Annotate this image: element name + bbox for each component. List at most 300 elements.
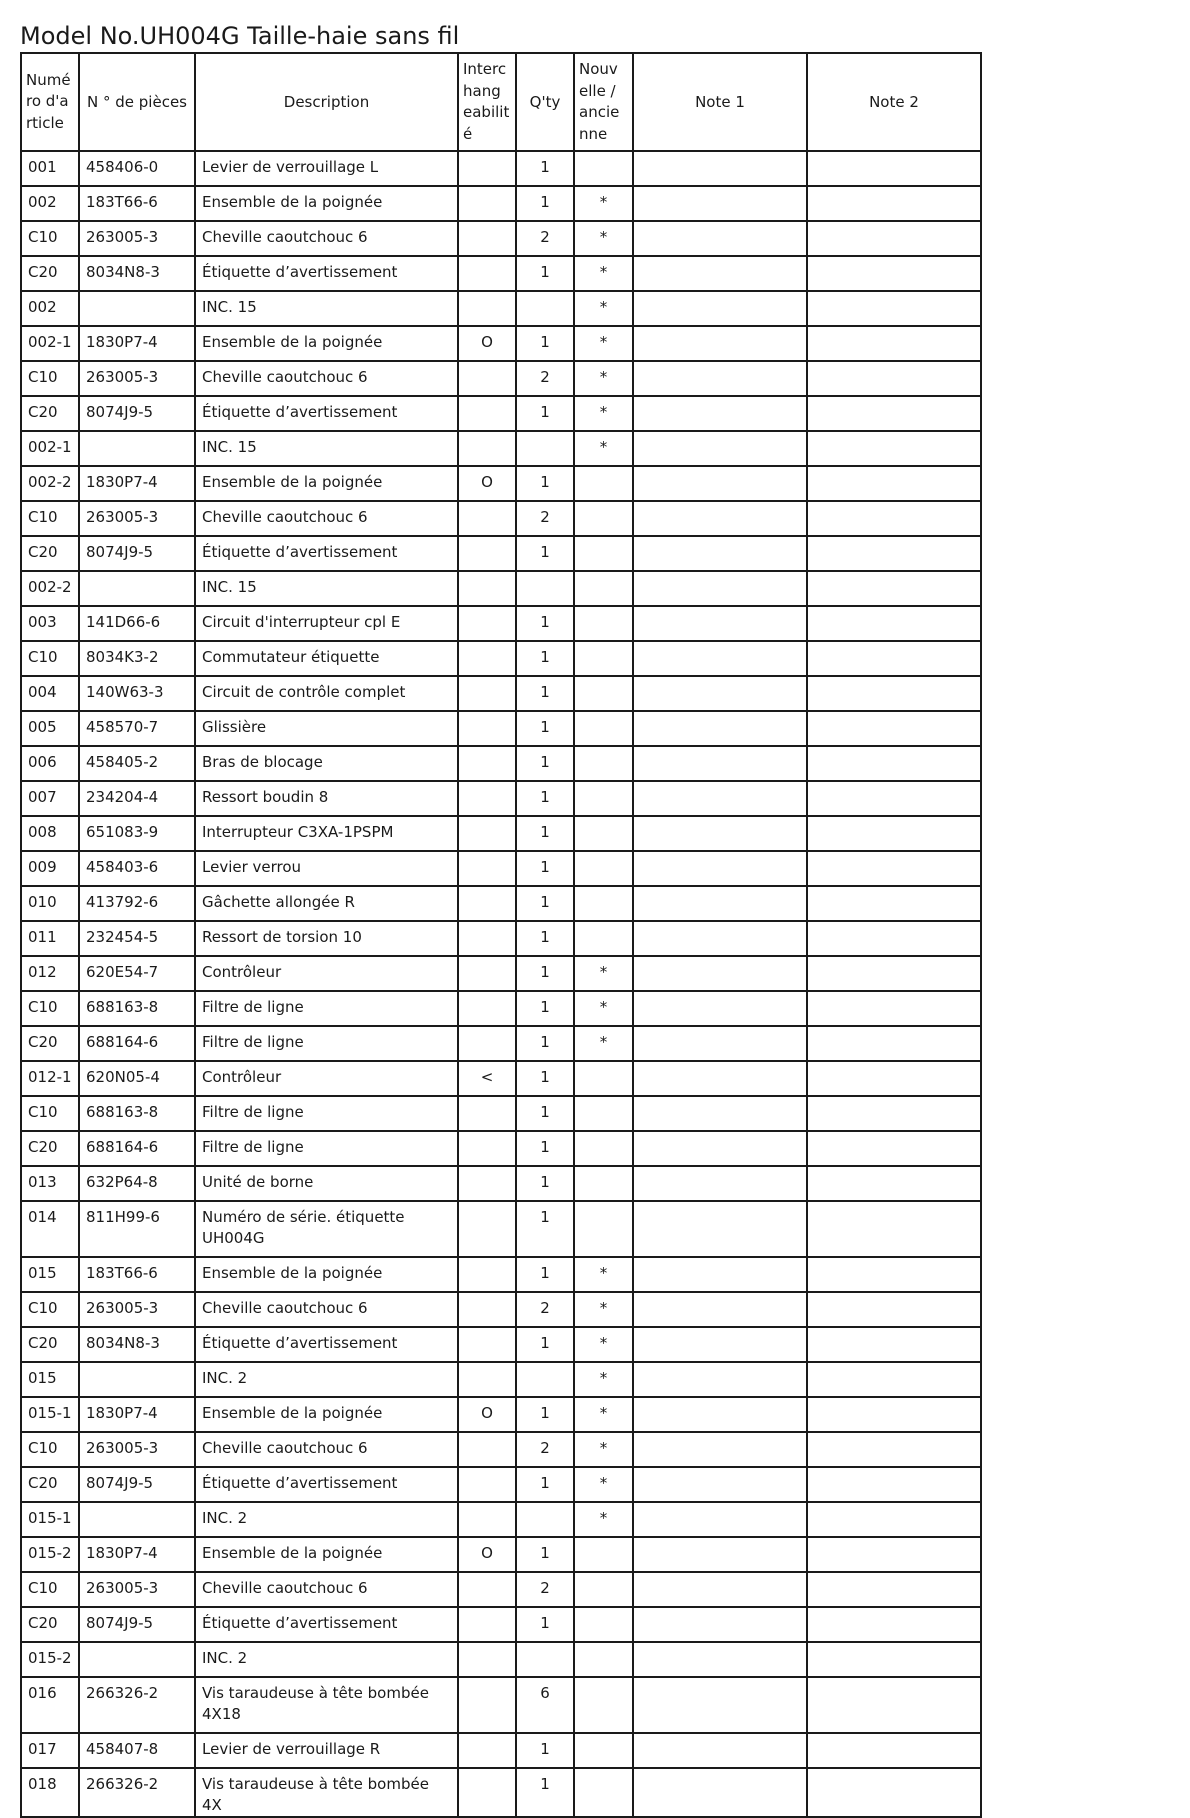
parts-table bbox=[20, 52, 982, 1818]
description-cell: Ensemble de la poignée bbox=[195, 1397, 458, 1432]
table-row bbox=[21, 1607, 981, 1642]
qty-cell: 1 bbox=[516, 1733, 574, 1768]
table-row bbox=[21, 641, 981, 676]
interchangeability-cell bbox=[458, 1201, 516, 1257]
description-cell: Ensemble de la poignée bbox=[195, 1257, 458, 1292]
qty-cell bbox=[516, 431, 574, 466]
qty-cell bbox=[516, 1362, 574, 1397]
note2-cell bbox=[807, 746, 981, 781]
new-old-cell bbox=[574, 676, 633, 711]
header-row bbox=[21, 53, 981, 151]
note1-cell bbox=[633, 1607, 807, 1642]
qty-cell bbox=[516, 1642, 574, 1677]
new-old-cell bbox=[574, 1607, 633, 1642]
item-no-cell: 015-1 bbox=[21, 1397, 79, 1432]
part-no-cell: 8074J9-5 bbox=[79, 396, 195, 431]
item-no-cell: 002-1 bbox=[21, 431, 79, 466]
col-header-part-no: N ° de pièces bbox=[79, 53, 195, 151]
description-cell: Contrôleur bbox=[195, 1061, 458, 1096]
note2-cell bbox=[807, 1362, 981, 1397]
new-old-cell: * bbox=[574, 1362, 633, 1397]
note1-cell bbox=[633, 466, 807, 501]
part-no-cell: 458405-2 bbox=[79, 746, 195, 781]
interchangeability-cell: O bbox=[458, 466, 516, 501]
interchangeability-cell: < bbox=[458, 1061, 516, 1096]
description-cell: Interrupteur C3XA-1PSPM bbox=[195, 816, 458, 851]
note2-cell bbox=[807, 431, 981, 466]
qty-cell: 1 bbox=[516, 851, 574, 886]
note2-cell bbox=[807, 606, 981, 641]
interchangeability-cell bbox=[458, 886, 516, 921]
table-row bbox=[21, 186, 981, 221]
qty-cell: 1 bbox=[516, 1096, 574, 1131]
table-row bbox=[21, 221, 981, 256]
item-no-cell: C20 bbox=[21, 1026, 79, 1061]
part-no-cell bbox=[79, 1362, 195, 1397]
note1-cell bbox=[633, 1642, 807, 1677]
interchangeability-cell bbox=[458, 1733, 516, 1768]
description-cell: Circuit de contrôle complet bbox=[195, 676, 458, 711]
note2-cell bbox=[807, 1061, 981, 1096]
interchangeability-cell: O bbox=[458, 1397, 516, 1432]
interchangeability-cell bbox=[458, 1607, 516, 1642]
item-no-cell: 016 bbox=[21, 1677, 79, 1733]
table-row bbox=[21, 816, 981, 851]
table-row bbox=[21, 1061, 981, 1096]
description-cell: Gâchette allongée R bbox=[195, 886, 458, 921]
new-old-cell: * bbox=[574, 1257, 633, 1292]
interchangeability-cell bbox=[458, 396, 516, 431]
interchangeability-cell: O bbox=[458, 1537, 516, 1572]
description-cell: INC. 2 bbox=[195, 1362, 458, 1397]
item-no-cell: C10 bbox=[21, 1096, 79, 1131]
interchangeability-cell bbox=[458, 221, 516, 256]
table-row bbox=[21, 921, 981, 956]
new-old-cell bbox=[574, 501, 633, 536]
part-no-cell: 688163-8 bbox=[79, 1096, 195, 1131]
note2-cell bbox=[807, 536, 981, 571]
new-old-cell bbox=[574, 746, 633, 781]
qty-cell: 1 bbox=[516, 1397, 574, 1432]
interchangeability-cell bbox=[458, 851, 516, 886]
note2-cell bbox=[807, 1607, 981, 1642]
description-cell: Ressort de torsion 10 bbox=[195, 921, 458, 956]
description-cell: Bras de blocage bbox=[195, 746, 458, 781]
note1-cell bbox=[633, 1733, 807, 1768]
description-cell: Ressort boudin 8 bbox=[195, 781, 458, 816]
new-old-cell: * bbox=[574, 361, 633, 396]
item-no-cell: C20 bbox=[21, 1607, 79, 1642]
col-header-new-old: Nouv elle / ancie nne bbox=[574, 53, 633, 151]
interchangeability-cell bbox=[458, 256, 516, 291]
item-no-cell: C20 bbox=[21, 256, 79, 291]
interchangeability-cell bbox=[458, 1467, 516, 1502]
note1-cell bbox=[633, 1537, 807, 1572]
new-old-cell: * bbox=[574, 1502, 633, 1537]
table-row bbox=[21, 571, 981, 606]
part-no-cell: 263005-3 bbox=[79, 501, 195, 536]
note1-cell bbox=[633, 1362, 807, 1397]
new-old-cell bbox=[574, 1096, 633, 1131]
part-no-cell: 263005-3 bbox=[79, 1432, 195, 1467]
note1-cell bbox=[633, 1201, 807, 1257]
qty-cell: 1 bbox=[516, 781, 574, 816]
table-row bbox=[21, 431, 981, 466]
table-row bbox=[21, 1733, 981, 1768]
qty-cell: 1 bbox=[516, 1257, 574, 1292]
item-no-cell: 017 bbox=[21, 1733, 79, 1768]
table-row bbox=[21, 1096, 981, 1131]
new-old-cell bbox=[574, 1537, 633, 1572]
note1-cell bbox=[633, 1096, 807, 1131]
new-old-cell bbox=[574, 606, 633, 641]
note1-cell bbox=[633, 1467, 807, 1502]
note2-cell bbox=[807, 1131, 981, 1166]
table-row bbox=[21, 1642, 981, 1677]
new-old-cell: * bbox=[574, 1397, 633, 1432]
note2-cell bbox=[807, 676, 981, 711]
note2-cell bbox=[807, 641, 981, 676]
note2-cell bbox=[807, 256, 981, 291]
item-no-cell: C10 bbox=[21, 1572, 79, 1607]
item-no-cell: C10 bbox=[21, 1432, 79, 1467]
interchangeability-cell bbox=[458, 1327, 516, 1362]
table-row bbox=[21, 1677, 981, 1733]
note1-cell bbox=[633, 1502, 807, 1537]
new-old-cell bbox=[574, 921, 633, 956]
description-cell: Étiquette d’avertissement bbox=[195, 396, 458, 431]
item-no-cell: 009 bbox=[21, 851, 79, 886]
item-no-cell: 007 bbox=[21, 781, 79, 816]
table-row bbox=[21, 1768, 981, 1817]
description-cell: Filtre de ligne bbox=[195, 991, 458, 1026]
item-no-cell: 010 bbox=[21, 886, 79, 921]
table-row bbox=[21, 1362, 981, 1397]
note1-cell bbox=[633, 501, 807, 536]
part-no-cell: 266326-2 bbox=[79, 1677, 195, 1733]
note1-cell bbox=[633, 1026, 807, 1061]
note2-cell bbox=[807, 816, 981, 851]
new-old-cell bbox=[574, 1131, 633, 1166]
col-header-qty: Q'ty bbox=[516, 53, 574, 151]
part-no-cell: 1830P7-4 bbox=[79, 1397, 195, 1432]
interchangeability-cell bbox=[458, 1166, 516, 1201]
interchangeability-cell bbox=[458, 641, 516, 676]
item-no-cell: 015 bbox=[21, 1362, 79, 1397]
item-no-cell: 014 bbox=[21, 1201, 79, 1257]
table-row bbox=[21, 256, 981, 291]
item-no-cell: 006 bbox=[21, 746, 79, 781]
table-row bbox=[21, 1537, 981, 1572]
col-header-interchangeability: Interc hang eabilit é bbox=[458, 53, 516, 151]
item-no-cell: 005 bbox=[21, 711, 79, 746]
note1-cell bbox=[633, 431, 807, 466]
new-old-cell: * bbox=[574, 956, 633, 991]
item-no-cell: 002 bbox=[21, 186, 79, 221]
description-cell: Ensemble de la poignée bbox=[195, 186, 458, 221]
note2-cell bbox=[807, 711, 981, 746]
table-row bbox=[21, 291, 981, 326]
qty-cell: 1 bbox=[516, 816, 574, 851]
description-cell: Contrôleur bbox=[195, 956, 458, 991]
note2-cell bbox=[807, 921, 981, 956]
description-cell: Cheville caoutchouc 6 bbox=[195, 1292, 458, 1327]
note2-cell bbox=[807, 326, 981, 361]
note1-cell bbox=[633, 886, 807, 921]
new-old-cell bbox=[574, 1733, 633, 1768]
description-cell: Commutateur étiquette bbox=[195, 641, 458, 676]
qty-cell: 2 bbox=[516, 361, 574, 396]
note1-cell bbox=[633, 641, 807, 676]
description-cell: Ensemble de la poignée bbox=[195, 326, 458, 361]
table-row bbox=[21, 1026, 981, 1061]
part-no-cell: 140W63-3 bbox=[79, 676, 195, 711]
note1-cell bbox=[633, 1292, 807, 1327]
item-no-cell: 018 bbox=[21, 1768, 79, 1817]
new-old-cell bbox=[574, 781, 633, 816]
new-old-cell: * bbox=[574, 991, 633, 1026]
part-no-cell bbox=[79, 431, 195, 466]
qty-cell: 1 bbox=[516, 151, 574, 186]
part-no-cell: 232454-5 bbox=[79, 921, 195, 956]
part-no-cell: 8074J9-5 bbox=[79, 1467, 195, 1502]
note2-cell bbox=[807, 781, 981, 816]
part-no-cell: 8034N8-3 bbox=[79, 1327, 195, 1362]
qty-cell: 2 bbox=[516, 1292, 574, 1327]
note2-cell bbox=[807, 886, 981, 921]
part-no-cell: 266326-2 bbox=[79, 1768, 195, 1817]
table-row bbox=[21, 1327, 981, 1362]
item-no-cell: C20 bbox=[21, 1131, 79, 1166]
note2-cell bbox=[807, 1026, 981, 1061]
note1-cell bbox=[633, 851, 807, 886]
qty-cell: 1 bbox=[516, 1166, 574, 1201]
note2-cell bbox=[807, 1642, 981, 1677]
description-cell: Étiquette d’avertissement bbox=[195, 1467, 458, 1502]
note2-cell bbox=[807, 1166, 981, 1201]
item-no-cell: C10 bbox=[21, 1292, 79, 1327]
description-cell: INC. 15 bbox=[195, 571, 458, 606]
description-cell: Levier verrou bbox=[195, 851, 458, 886]
description-cell: INC. 15 bbox=[195, 431, 458, 466]
note2-cell bbox=[807, 501, 981, 536]
new-old-cell bbox=[574, 711, 633, 746]
note1-cell bbox=[633, 746, 807, 781]
item-no-cell: 015-2 bbox=[21, 1642, 79, 1677]
new-old-cell: * bbox=[574, 1327, 633, 1362]
note2-cell bbox=[807, 361, 981, 396]
qty-cell: 1 bbox=[516, 466, 574, 501]
interchangeability-cell bbox=[458, 816, 516, 851]
new-old-cell: * bbox=[574, 1292, 633, 1327]
table-row bbox=[21, 501, 981, 536]
description-cell: Cheville caoutchouc 6 bbox=[195, 361, 458, 396]
item-no-cell: C10 bbox=[21, 361, 79, 396]
part-no-cell: 183T66-6 bbox=[79, 186, 195, 221]
qty-cell: 1 bbox=[516, 1607, 574, 1642]
item-no-cell: 002-1 bbox=[21, 326, 79, 361]
part-no-cell: 1830P7-4 bbox=[79, 1537, 195, 1572]
note2-cell bbox=[807, 851, 981, 886]
new-old-cell bbox=[574, 851, 633, 886]
table-row bbox=[21, 1502, 981, 1537]
col-header-description: Description bbox=[195, 53, 458, 151]
note1-cell bbox=[633, 816, 807, 851]
interchangeability-cell bbox=[458, 781, 516, 816]
part-no-cell: 458406-0 bbox=[79, 151, 195, 186]
qty-cell bbox=[516, 291, 574, 326]
qty-cell: 2 bbox=[516, 1432, 574, 1467]
table-row bbox=[21, 991, 981, 1026]
note1-cell bbox=[633, 536, 807, 571]
note2-cell bbox=[807, 1432, 981, 1467]
description-cell: Cheville caoutchouc 6 bbox=[195, 1432, 458, 1467]
parts-table-body bbox=[21, 151, 981, 1817]
col-header-note1: Note 1 bbox=[633, 53, 807, 151]
note1-cell bbox=[633, 396, 807, 431]
note1-cell bbox=[633, 1061, 807, 1096]
qty-cell: 1 bbox=[516, 921, 574, 956]
description-cell: Glissière bbox=[195, 711, 458, 746]
interchangeability-cell bbox=[458, 1257, 516, 1292]
description-cell: Cheville caoutchouc 6 bbox=[195, 501, 458, 536]
note1-cell bbox=[633, 1327, 807, 1362]
description-cell: Ensemble de la poignée bbox=[195, 1537, 458, 1572]
table-row bbox=[21, 606, 981, 641]
item-no-cell: 013 bbox=[21, 1166, 79, 1201]
part-no-cell: 458570-7 bbox=[79, 711, 195, 746]
new-old-cell bbox=[574, 1677, 633, 1733]
note2-cell bbox=[807, 1768, 981, 1817]
note2-cell bbox=[807, 1467, 981, 1502]
note1-cell bbox=[633, 991, 807, 1026]
description-cell: Étiquette d’avertissement bbox=[195, 1327, 458, 1362]
interchangeability-cell bbox=[458, 431, 516, 466]
description-cell: Filtre de ligne bbox=[195, 1096, 458, 1131]
part-no-cell: 620E54-7 bbox=[79, 956, 195, 991]
note1-cell bbox=[633, 1768, 807, 1817]
qty-cell: 1 bbox=[516, 1467, 574, 1502]
note2-cell bbox=[807, 291, 981, 326]
item-no-cell: C10 bbox=[21, 221, 79, 256]
note1-cell bbox=[633, 711, 807, 746]
qty-cell: 1 bbox=[516, 606, 574, 641]
new-old-cell bbox=[574, 536, 633, 571]
note2-cell bbox=[807, 956, 981, 991]
table-row bbox=[21, 1131, 981, 1166]
qty-cell bbox=[516, 1502, 574, 1537]
new-old-cell: * bbox=[574, 221, 633, 256]
table-row bbox=[21, 396, 981, 431]
qty-cell bbox=[516, 571, 574, 606]
description-cell: Circuit d'interrupteur cpl E bbox=[195, 606, 458, 641]
note1-cell bbox=[633, 326, 807, 361]
new-old-cell bbox=[574, 1642, 633, 1677]
table-row bbox=[21, 746, 981, 781]
new-old-cell: * bbox=[574, 291, 633, 326]
table-row bbox=[21, 1292, 981, 1327]
new-old-cell bbox=[574, 1768, 633, 1817]
new-old-cell bbox=[574, 466, 633, 501]
note1-cell bbox=[633, 1397, 807, 1432]
item-no-cell: 008 bbox=[21, 816, 79, 851]
item-no-cell: 002-2 bbox=[21, 466, 79, 501]
interchangeability-cell bbox=[458, 536, 516, 571]
table-row bbox=[21, 361, 981, 396]
qty-cell: 2 bbox=[516, 1572, 574, 1607]
note1-cell bbox=[633, 291, 807, 326]
item-no-cell: C10 bbox=[21, 501, 79, 536]
item-no-cell: 015 bbox=[21, 1257, 79, 1292]
interchangeability-cell bbox=[458, 606, 516, 641]
note1-cell bbox=[633, 571, 807, 606]
interchangeability-cell: O bbox=[458, 326, 516, 361]
description-cell: Filtre de ligne bbox=[195, 1131, 458, 1166]
item-no-cell: C20 bbox=[21, 396, 79, 431]
new-old-cell: * bbox=[574, 186, 633, 221]
part-no-cell: 8074J9-5 bbox=[79, 1607, 195, 1642]
new-old-cell bbox=[574, 151, 633, 186]
note1-cell bbox=[633, 1131, 807, 1166]
part-no-cell: 263005-3 bbox=[79, 1292, 195, 1327]
note2-cell bbox=[807, 1502, 981, 1537]
interchangeability-cell bbox=[458, 186, 516, 221]
part-no-cell: 413792-6 bbox=[79, 886, 195, 921]
interchangeability-cell bbox=[458, 746, 516, 781]
new-old-cell bbox=[574, 1061, 633, 1096]
qty-cell: 1 bbox=[516, 186, 574, 221]
item-no-cell: 015-2 bbox=[21, 1537, 79, 1572]
item-no-cell: 002 bbox=[21, 291, 79, 326]
description-cell: Levier de verrouillage R bbox=[195, 1733, 458, 1768]
table-row bbox=[21, 1257, 981, 1292]
new-old-cell bbox=[574, 886, 633, 921]
interchangeability-cell bbox=[458, 291, 516, 326]
item-no-cell: 001 bbox=[21, 151, 79, 186]
note2-cell bbox=[807, 1733, 981, 1768]
description-cell: INC. 2 bbox=[195, 1642, 458, 1677]
note2-cell bbox=[807, 151, 981, 186]
part-no-cell: 688163-8 bbox=[79, 991, 195, 1026]
interchangeability-cell bbox=[458, 151, 516, 186]
description-cell: Vis taraudeuse à tête bombée 4X18 bbox=[195, 1677, 458, 1733]
note2-cell bbox=[807, 186, 981, 221]
part-no-cell: 458403-6 bbox=[79, 851, 195, 886]
interchangeability-cell bbox=[458, 571, 516, 606]
col-header-note2: Note 2 bbox=[807, 53, 981, 151]
part-no-cell: 1830P7-4 bbox=[79, 326, 195, 361]
note1-cell bbox=[633, 1432, 807, 1467]
part-no-cell: 263005-3 bbox=[79, 361, 195, 396]
qty-cell: 1 bbox=[516, 956, 574, 991]
table-row bbox=[21, 536, 981, 571]
interchangeability-cell bbox=[458, 501, 516, 536]
description-cell: Levier de verrouillage L bbox=[195, 151, 458, 186]
new-old-cell: * bbox=[574, 1467, 633, 1502]
note1-cell bbox=[633, 956, 807, 991]
part-no-cell: 632P64-8 bbox=[79, 1166, 195, 1201]
table-row bbox=[21, 1397, 981, 1432]
part-no-cell: 811H99-6 bbox=[79, 1201, 195, 1257]
part-no-cell: 263005-3 bbox=[79, 1572, 195, 1607]
part-no-cell: 234204-4 bbox=[79, 781, 195, 816]
note1-cell bbox=[633, 921, 807, 956]
interchangeability-cell bbox=[458, 1502, 516, 1537]
qty-cell: 1 bbox=[516, 676, 574, 711]
note1-cell bbox=[633, 361, 807, 396]
new-old-cell: * bbox=[574, 431, 633, 466]
qty-cell: 1 bbox=[516, 641, 574, 676]
